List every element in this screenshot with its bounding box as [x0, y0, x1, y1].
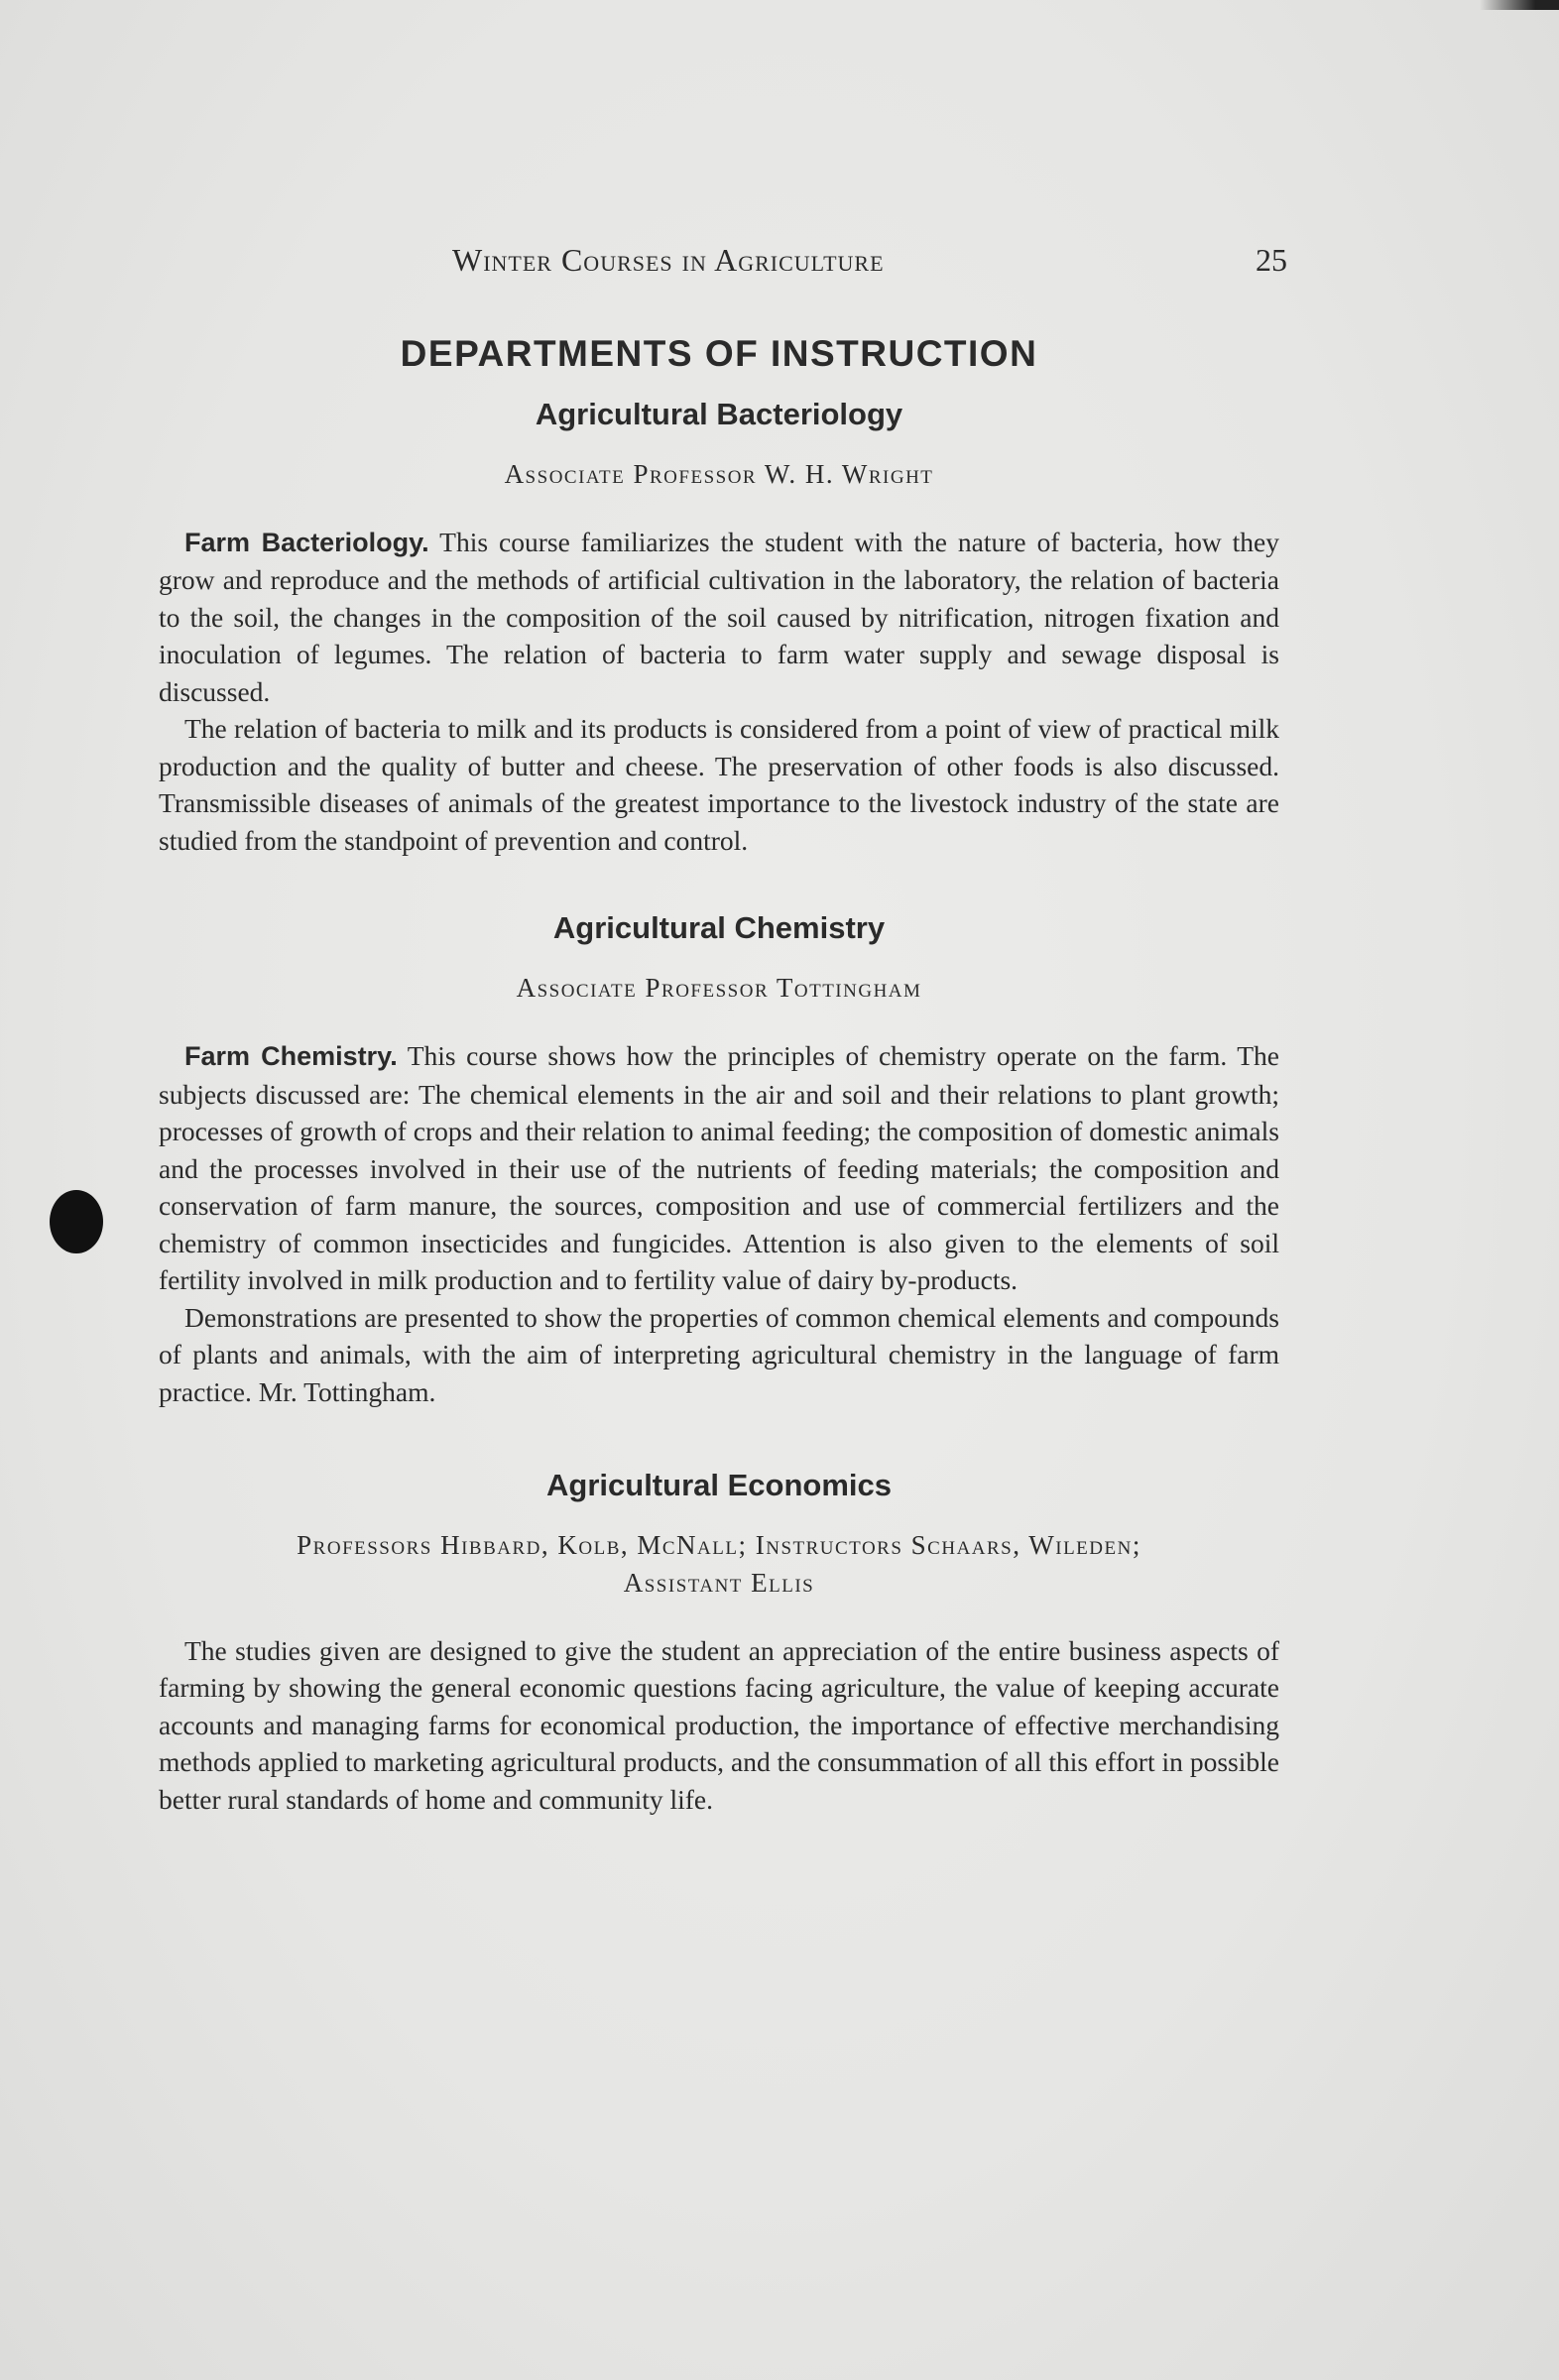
running-head: [167, 242, 1287, 282]
punch-hole: [50, 1190, 103, 1253]
section-title: Agricultural Bacteriology: [535, 397, 903, 431]
section-paragraph: Demonstrations are presented to show the properties of common chemical elements and compounds of plants and animals, with the aim of interpreting agricultural chemistry in the language of farm practice. Mr. Tottingham.: [159, 1301, 1279, 1407]
course-name: Farm Chemistry.: [184, 1041, 398, 1072]
section-paragraph: The studies given are designed to give the student an appreciation of the entire business aspects of farming by showing the general economic questions facing agriculture, the value of keeping accurate accounts and managing farms for economical production, the importance of effective merchandising methods applied to marketing agricultural products, and the consummation of all this effort in possible better rural standards of home and community life.: [159, 1634, 1279, 1815]
page-content: [159, 333, 1279, 1818]
course-description: This course shows how the principles of chemistry operate on the farm. The subjects discussed are: The chemical elements in the air and soil and their relations to plant growth; processes of growth of crops and their relation to animal feeding; the composition of domestic animals and the processes involved in their use of the nutrients of feeding materials; the composition and conservation of farm manure, the sources, composition and use of commercial fertilizers and the chemistry of common insecticides and fungicides. Attention is also given to the elements of soil fertility involved in milk production and to fertility value of dairy by-products.: [159, 1040, 1279, 1296]
scan-edge-mark: [1480, 0, 1559, 10]
course-paragraph: [159, 1037, 1279, 1299]
section-staff: [159, 1527, 1279, 1603]
section-paragraph: The relation of bacteria to milk and its products is considered from a point of view of practical milk production and the quality of butter and cheese. The preservation of other foods is also discussed. Transmissible diseases of animals of the greatest importance to the livestock industry of the state are studied from the standpoint of prevention and control.: [159, 713, 1279, 856]
section-title: Agricultural Economics: [546, 1468, 892, 1503]
section-staff: Associate Professor W. H. Wright: [504, 459, 934, 489]
section-agricultural-bacteriology: [159, 397, 1279, 859]
running-title: Winter Courses in Agriculture: [452, 242, 885, 278]
section-staff: Associate Professor Tottingham: [516, 973, 922, 1004]
section-agricultural-chemistry: [159, 910, 1279, 1410]
staff-line: Professors Hibbard, Kolb, McNall; Instructors Schaars, Wileden;: [297, 1530, 1141, 1561]
page-number: 25: [1256, 242, 1287, 278]
course-description: This course familiarizes the student with the nature of bacteria, how they grow and reproduce and the methods of artificial cultivation in the laboratory, the relation of bacteria to the soil, the changes in the composition of the soil caused by nitrification, nitrogen fixation and inoculation of legumes. The relation of bacteria to farm water supply and sewage disposal is discussed.: [159, 526, 1279, 707]
staff-line: Assistant Ellis: [623, 1567, 815, 1598]
course-paragraph: [159, 524, 1279, 711]
page-title: DEPARTMENTS OF INSTRUCTION: [400, 333, 1038, 374]
course-name: Farm Bacteriology.: [184, 527, 429, 557]
section-agricultural-economics: [159, 1468, 1279, 1818]
section-title: Agricultural Chemistry: [552, 910, 886, 946]
